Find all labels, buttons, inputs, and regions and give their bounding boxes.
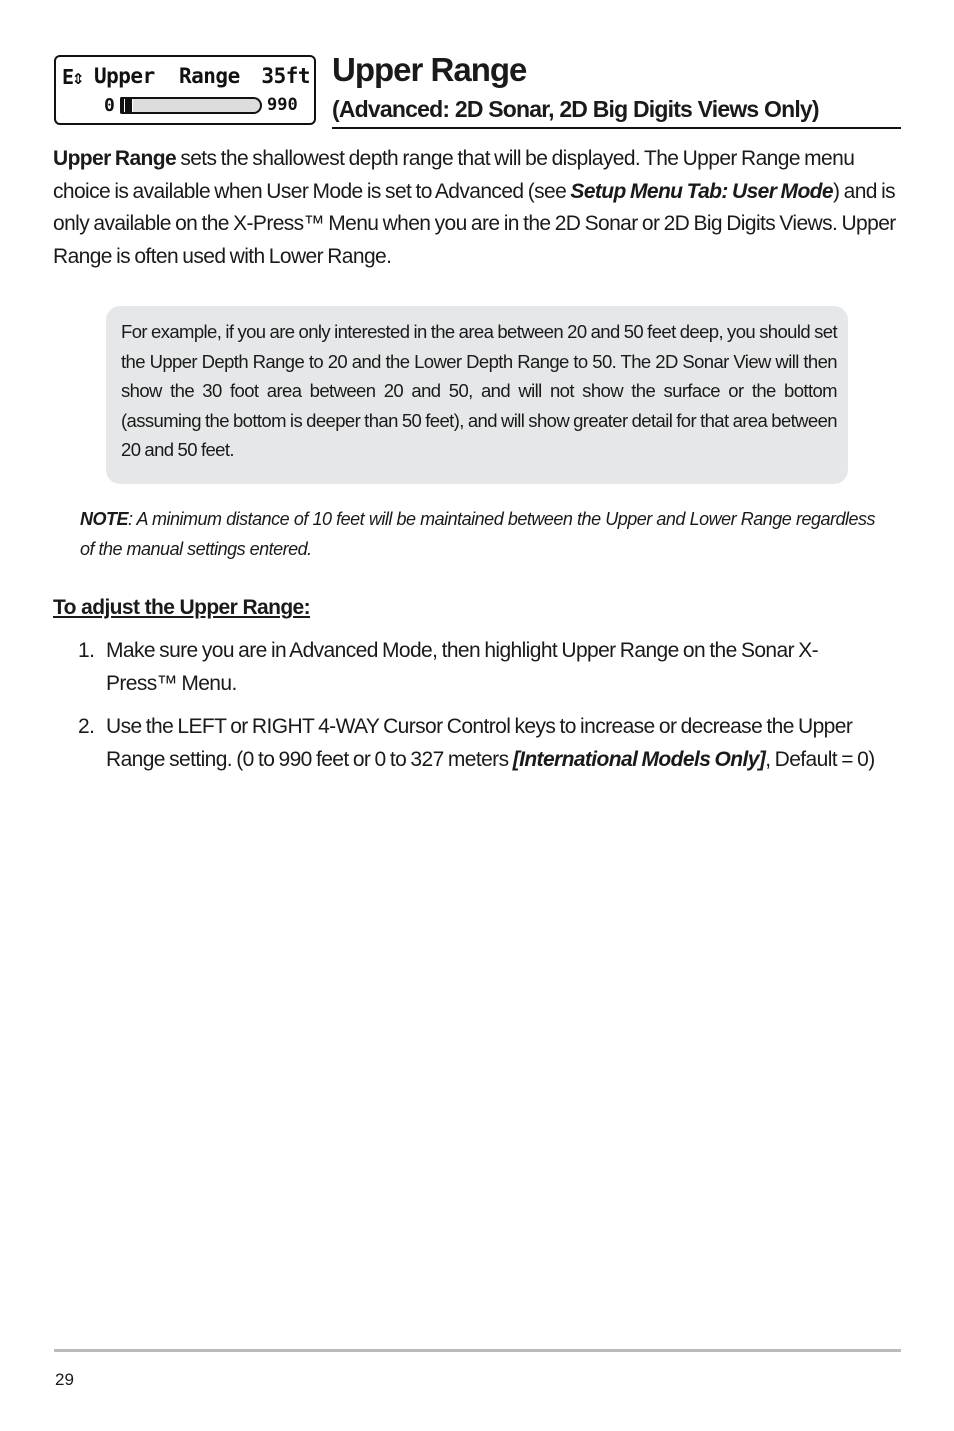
example-text: For example, if you are only interested in the area between 20 and 50 feet deep, you should set the Upper Depth Range to 20 and the Lower Depth Range to 50. The 2D Sonar View will then show the 30 foot area between 20 and 50, and will not show the surface or the bottom (assuming the bottom is deeper than 50 feet), and will show greater detail for that area between 20 and 50 feet. [121, 321, 837, 460]
footer-divider [54, 1349, 901, 1352]
intro-reference: Setup Menu Tab: User Mode [570, 179, 833, 203]
menu-label: Upper Range [94, 64, 240, 88]
up-down-arrow-icon: E⇕ [62, 65, 83, 89]
slider-track [120, 97, 262, 114]
step-text-2: , Default = 0) [765, 747, 875, 771]
menu-title-row [62, 63, 310, 91]
menu-value: 35ft [261, 64, 310, 88]
step-number: 2. [78, 715, 95, 738]
intro-paragraph [53, 143, 903, 273]
step-text: Make sure you are in Advanced Mode, then highlight Upper Range on the Sonar X-Press™ Menu. [106, 639, 819, 695]
intro-text-1: sets the shallowest depth range that will be displayed. The Upper Range menu choice is available when User Mode is set to Advanced (see [53, 147, 855, 203]
title-divider [332, 127, 901, 129]
intro-lead: Upper Range [53, 147, 177, 170]
procedure-step-2 [78, 711, 878, 776]
intro-text-2: ) and is only available on the X-Press™ Menu when you are in the 2D Sonar or 2D Big Digits Views. Upper Range is often used with Lower Range. [53, 179, 896, 268]
note-label: NOTE [80, 509, 129, 529]
procedure-heading: To adjust the Upper Range: [53, 596, 311, 619]
slider-max: 990 [267, 95, 298, 115]
procedure-step-1 [78, 635, 878, 700]
note-text: : A minimum distance of 10 feet will be maintained between the Upper and Lower Range regardless of the manual settings entered. [80, 509, 875, 559]
upper-range-menu-illustration [54, 55, 316, 125]
step-emphasis: [International Models Only] [512, 747, 766, 771]
page-title: Upper Range [332, 51, 527, 88]
procedure-steps [78, 635, 878, 787]
step-text-1: Use the LEFT or RIGHT 4-WAY Cursor Control keys to increase or decrease the Upper Range setting. (0 to 990 feet or 0 to 327 meters [106, 715, 853, 771]
note-paragraph [80, 504, 875, 564]
page-number: 29 [55, 1370, 74, 1389]
slider-min: 0 [104, 95, 115, 116]
example-callout [106, 306, 848, 484]
menu-slider-row [62, 93, 310, 119]
step-number: 1. [78, 639, 95, 662]
slider-knob [124, 97, 133, 114]
page-subtitle: (Advanced: 2D Sonar, 2D Big Digits Views Only) [332, 96, 819, 122]
